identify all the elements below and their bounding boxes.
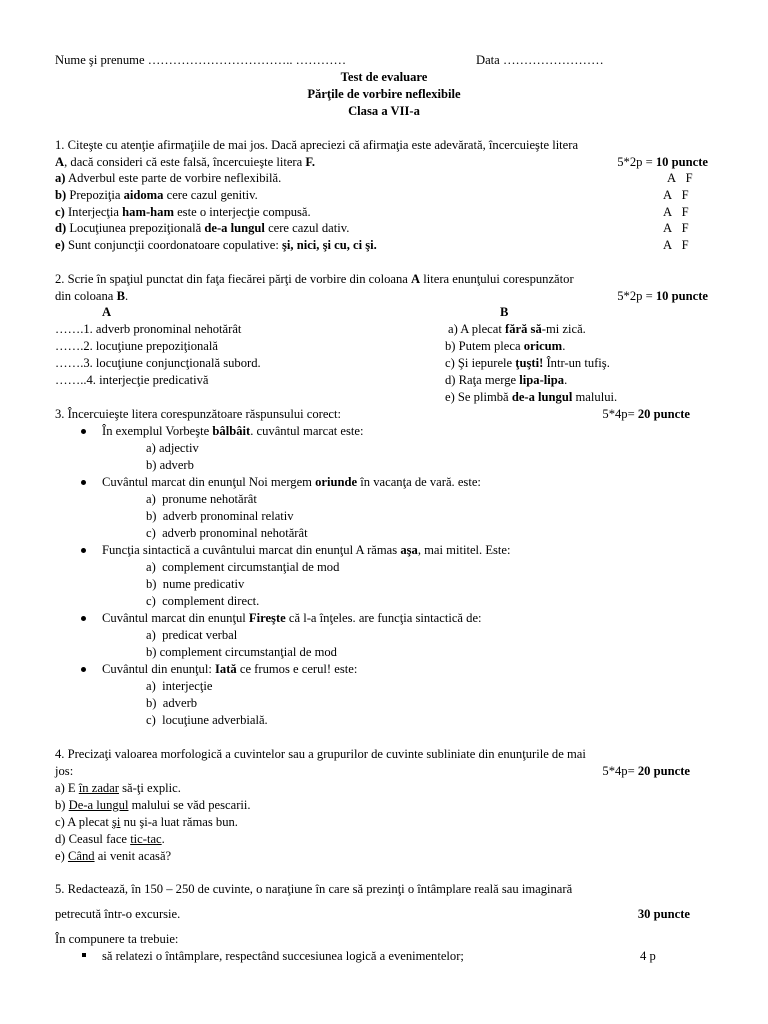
q1-intro-line1: 1. Citeşte cu atenţie afirmaţiile de mai jos. Dacă apreciezi că afirmaţia este adevărată, încercuieşte litera [55, 138, 579, 152]
q2-column-b-header: B [500, 305, 509, 319]
q1-answer: A F [663, 221, 689, 235]
q4-intro-line1: 4. Precizaţi valoarea morfologică a cuvintelor sau a grupurilor de cuvinte subliniate din enunţurile de mai [55, 747, 586, 761]
q5-requirements-label: În compunere ta trebuie: [55, 932, 179, 946]
q3-option: c) complement direct. [146, 594, 260, 608]
q3-question: În exemplul Vorbeşte bâlbâit. cuvântul marcat este: [102, 424, 364, 438]
q3-option: b) adverb [146, 696, 198, 710]
q5-intro-line2: petrecută într-o excursie. [55, 907, 181, 921]
q2-score: 5*2p = 10 puncte [617, 289, 708, 303]
q2-intro-line1: 2. Scrie în spaţiul punctat din faţa fiecărei părţi de vorbire din coloana A litera enunţului corespunzător [55, 272, 574, 286]
q1-item: e) Sunt conjuncţii coordonatoare copulative: şi, nici, şi cu, ci şi. [55, 238, 377, 252]
q1-item: c) Interjecţia ham-ham este o interjecţie compusă. [55, 205, 311, 219]
q3-question: Cuvântul marcat din enunţul Noi mergem oriunde în vacanţa de vară. este: [102, 475, 481, 489]
q3-question: Funcţia sintactică a cuvântului marcat din enunţul A rămas aşa, mai mititel. Este: [102, 543, 511, 557]
q2-left-item: …….1. adverb pronominal nehotărât [55, 322, 242, 336]
q1-item: d) Locuţiunea prepoziţională de-a lungul cere cazul dativ. [55, 221, 350, 235]
test-title: Test de evaluare [340, 70, 428, 84]
q4-item: a) E în zadar să-ţi explic. [55, 781, 181, 795]
q4-intro-line2: jos: [55, 764, 74, 778]
q3-question: Cuvântul din enunţul: Iată ce frumos e cerul! este: [102, 662, 358, 676]
q4-item: d) Ceasul face tic-tac. [55, 832, 165, 846]
q2-right-item: e) Se plimbă de-a lungul malului. [445, 390, 618, 404]
bullet-icon [81, 429, 86, 434]
q3-option: b) adverb [146, 458, 194, 472]
q2-right-item: b) Putem pleca oricum. [445, 339, 566, 353]
q3-option: c) adverb pronominal nehotărât [146, 526, 308, 540]
q2-right-item: d) Raţa merge lipa-lipa. [445, 373, 568, 387]
q5-intro-line1: 5. Redactează, în 150 – 250 de cuvinte, o naraţiune în care să prezinţi o întâmplare reală sau imaginară [55, 882, 573, 896]
q1-item: b) Prepoziţia aidoma cere cazul genitiv. [55, 188, 258, 202]
q1-item: a) Adverbul este parte de vorbire neflexibilă. [55, 171, 282, 185]
q3-option: a) complement circumstanţial de mod [146, 560, 340, 574]
test-grade: Clasa a VII-a [348, 104, 420, 118]
q2-left-item: ……..4. interjecţie predicativă [55, 373, 209, 387]
bullet-icon [81, 616, 86, 621]
q3-option: c) locuţiune adverbială. [146, 713, 268, 727]
q2-intro-line2: din coloana B. [55, 289, 129, 303]
q1-intro-line2: A, dacă consideri că este falsă, încercuieşte litera F. [55, 155, 316, 169]
q3-option: a) adjectiv [146, 441, 199, 455]
q3-option: b) adverb pronominal relativ [146, 509, 294, 523]
q2-right-item: c) Şi iepurele ţuşti! Într-un tufiş. [445, 356, 610, 370]
q2-right-item: a) A plecat fără să-mi zică. [448, 322, 586, 336]
bullet-icon [81, 667, 86, 672]
q5-score: 30 puncte [637, 907, 690, 921]
q2-left-item: …….3. locuţiune conjuncţională subord. [55, 356, 261, 370]
q2-column-a-header: A [102, 305, 112, 319]
q4-score: 5*4p= 20 puncte [602, 764, 690, 778]
q1-answer: A F [663, 238, 689, 252]
q3-score: 5*4p= 20 puncte [602, 407, 690, 421]
q5-requirement: să relatezi o întâmplare, respectând succesiunea logică a evenimentelor; [102, 949, 464, 963]
q2-left-item: …….2. locuţiune prepoziţională [55, 339, 218, 353]
name-line: Nume şi prenume …………………………….. ………… [55, 53, 347, 67]
bullet-icon [81, 548, 86, 553]
test-subject: Părţile de vorbire neflexibile [307, 87, 461, 101]
q3-option: a) pronume nehotărât [146, 492, 257, 506]
q3-option: a) predicat verbal [146, 628, 238, 642]
q4-item: b) De-a lungul malului se văd pescarii. [55, 798, 251, 812]
q3-question: Cuvântul marcat din enunţul Fireşte că l-a înţeles. are funcţia sintactică de: [102, 611, 482, 625]
date-line: Data …………………… [476, 53, 604, 67]
q3-option: b) complement circumstanţial de mod [146, 645, 337, 659]
q3-intro: 3. Încercuieşte litera corespunzătoare răspunsului corect: [55, 407, 342, 421]
q4-item: e) Când ai venit acasă? [55, 849, 172, 863]
q5-requirement-points: 4 p [640, 949, 656, 963]
q1-score: 5*2p = 10 puncte [617, 155, 708, 169]
q4-item: c) A plecat şi nu şi-a luat rămas bun. [55, 815, 238, 829]
q1-answer: A F [667, 171, 693, 185]
q1-answer: A F [663, 188, 689, 202]
q3-option: b) nume predicativ [146, 577, 245, 591]
q1-answer: A F [663, 205, 689, 219]
q3-option: a) interjecţie [146, 679, 213, 693]
bullet-icon [81, 480, 86, 485]
square-bullet-icon [82, 953, 86, 957]
